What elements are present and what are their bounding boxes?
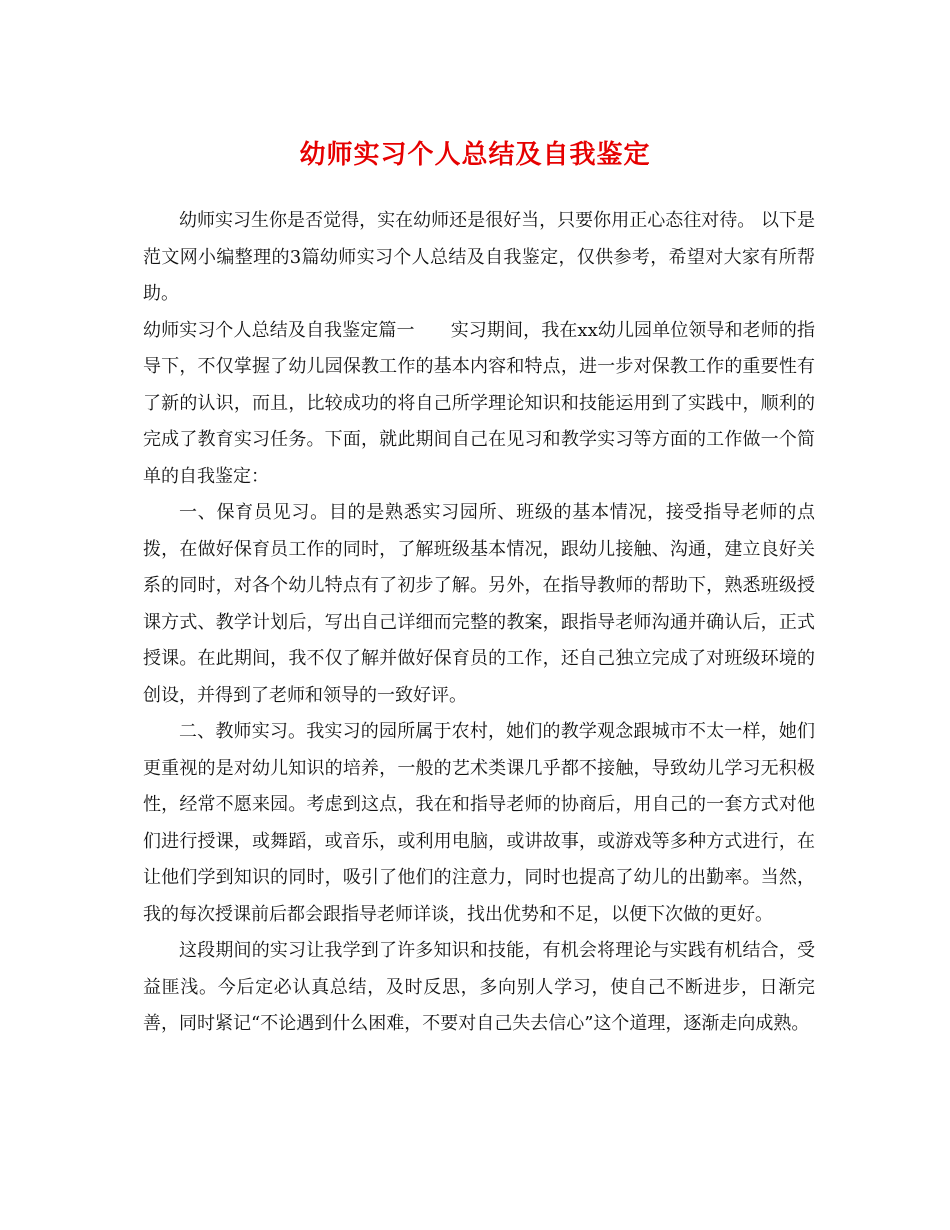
document-body (143, 203, 815, 1043)
section-heading: 幼师实习个人总结及自我鉴定篇一 (143, 319, 415, 341)
document-title: 幼师实习个人总结及自我鉴定 (299, 140, 651, 170)
section-lead: 实习期间，我在xx幼儿园单位领导和老师的指导下，不仅掌握了幼儿园保教工作的基本内容和特点，进一步对保教工作的重要性有了新的认识，而且，比较成功的将自己所学理论知识和技能运用到了实践中，顺利的完成了教育实习任务。下面，就此期间自己在见习和教学实习等方面的工作做一个简单的自我鉴定： (143, 319, 816, 487)
paragraph-teacher-internship: 二、教师实习。我实习的园所属于农村，她们的教学观念跟城市不太一样，她们更重视的是对幼儿知识的培养，一般的艺术类课几乎都不接触，导致幼儿学习无积极性，经常不愿来园。考虑到这点，我在和指导老师的协商后，用自己的一套方式对他们进行授课，或舞蹈，或音乐，或利用电脑，或讲故事，或游戏等多种方式进行，在让他们学到知识的同时，吸引了他们的注意力，同时也提高了幼儿的出勤率。当然，我的每次授课前后都会跟指导老师详谈，找出优势和不足，以便下次做的更好。 (143, 721, 815, 925)
paragraph-conclusion: 这段期间的实习让我学到了许多知识和技能，有机会将理论与实践有机结合，受益匪浅。今后定必认真总结，及时反思，多向别人学习，使自己不断进步，日渐完善，同时紧记“不论遇到什么困难，不要对自己失去信心”这个道理，逐渐走向成熟。 (143, 940, 815, 1034)
paragraph-nursery-trainee: 一、保育员见习。目的是熟悉实习园所、班级的基本情况，接受指导老师的点拨，在做好保育员工作的同时，了解班级基本情况，跟幼儿接触、沟通，建立良好关系的同时，对各个幼儿特点有了初步了解。另外，在指导教师的帮助下，熟悉班级授课方式、教学计划后，写出自己详细而完整的教案，跟指导老师沟通并确认后，正式授课。在此期间，我不仅了解并做好保育员的工作，还自己独立完成了对班级环境的创设，并得到了老师和领导的一致好评。 (143, 502, 815, 706)
section-paragraph (143, 313, 815, 496)
intro-paragraph: 幼师实习生你是否觉得，实在幼师还是很好当，只要你用正心态往对待。 以下是范文网小编整理的3篇幼师实习个人总结及自我鉴定，仅供参考，希望对大家有所帮助。 (143, 210, 815, 304)
